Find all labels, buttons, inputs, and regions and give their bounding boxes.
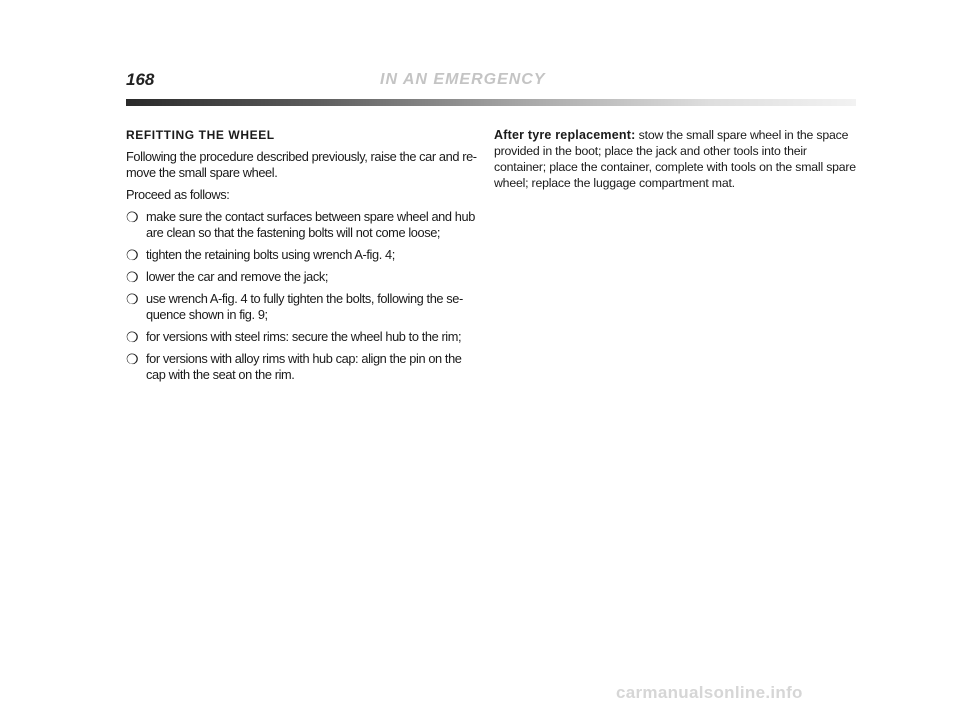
watermark: carmanualsonline.info bbox=[616, 683, 803, 702]
list-item bbox=[126, 209, 478, 241]
step-text: tighten the retaining bolts using wrench A-fig. 4; bbox=[146, 247, 395, 262]
circle-bullet-icon: ❍ bbox=[126, 291, 139, 307]
circle-bullet-icon: ❍ bbox=[126, 351, 139, 367]
page-number: 168 bbox=[126, 70, 155, 89]
circle-bullet-icon: ❍ bbox=[126, 329, 139, 345]
list-item bbox=[126, 351, 478, 383]
step-text: for versions with alloy rims with hub cap: align the pin on the cap with the seat on the rim. bbox=[146, 351, 462, 382]
section-title: IN AN EMERGENCY bbox=[380, 71, 546, 88]
circle-bullet-icon: ❍ bbox=[126, 209, 139, 225]
step-text: lower the car and remove the jack; bbox=[146, 269, 329, 284]
list-item bbox=[126, 269, 478, 285]
lead-in: After tyre replacement: bbox=[494, 128, 636, 142]
header-rule bbox=[126, 99, 856, 106]
section-heading: REFITTING THE WHEEL bbox=[126, 128, 275, 142]
step-text: use wrench A-fig. 4 to fully tighten the bolts, following the se-quence shown in fig. 9; bbox=[146, 291, 463, 322]
right-column bbox=[494, 127, 856, 197]
proceed-label: Proceed as follows: bbox=[126, 187, 230, 202]
circle-bullet-icon: ❍ bbox=[126, 269, 139, 285]
list-item bbox=[126, 329, 478, 345]
list-item bbox=[126, 247, 478, 263]
step-text: make sure the contact surfaces between spare wheel and hub are clean so that the fastening bolts will not come loose; bbox=[146, 209, 475, 240]
steps-list bbox=[126, 209, 478, 383]
list-item bbox=[126, 291, 478, 323]
step-text: for versions with steel rims: secure the wheel hub to the rim; bbox=[146, 329, 462, 344]
intro-paragraph: Following the procedure described previously, raise the car and re-move the small spare wheel. bbox=[126, 149, 477, 180]
circle-bullet-icon: ❍ bbox=[126, 247, 139, 263]
left-column bbox=[126, 127, 478, 389]
tyre-replacement-paragraph bbox=[494, 127, 856, 191]
body-text: stow the small spare wheel in the space provided in the boot; place the jack and other tools into their container; place the container, complete with tools on the small spare wheel; replace the luggage compartment mat. bbox=[494, 128, 856, 190]
